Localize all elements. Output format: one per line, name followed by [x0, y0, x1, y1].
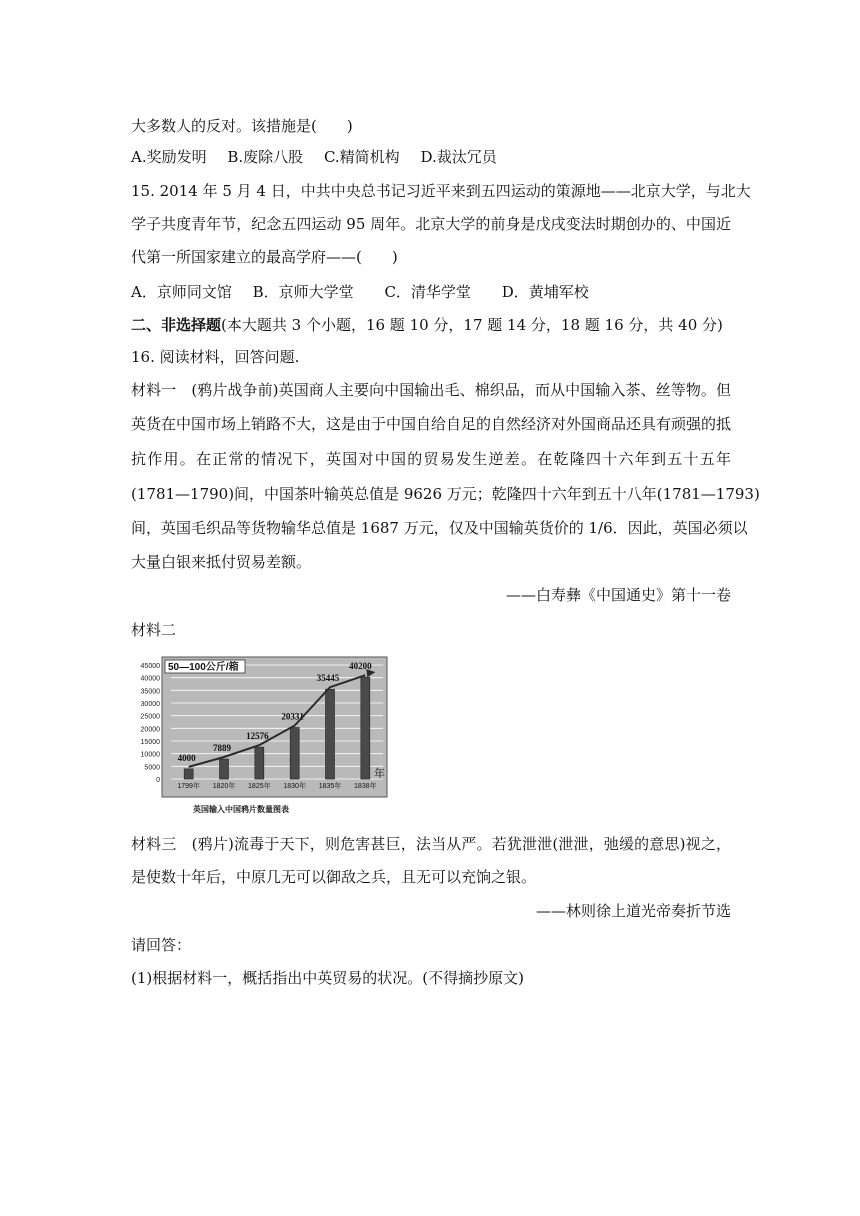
- q14-option-d: D.裁汰冗员: [420, 148, 497, 166]
- material1-line-2: 英货在中国市场上销路不大，这是由于中国自给自足的自然经济对外国商品还具有顽强的抵: [131, 415, 732, 433]
- q14-options: [131, 147, 731, 167]
- question-1: (1)根据材料一，概括指出中英贸易的状况。(不得摘抄原文): [131, 969, 524, 987]
- y-tick-label: 30000: [140, 701, 160, 708]
- x-axis-label: 年: [374, 767, 385, 780]
- y-tick-label: 5000: [144, 764, 160, 772]
- q15-line-2: 学子共度青年节，纪念五四运动 95 周年。北京大学的前身是戊戌变法时期创办的、中国近: [131, 215, 731, 233]
- y-tick-label: 25000: [140, 713, 160, 721]
- answer-prompt: 请回答：: [131, 936, 192, 954]
- q15-option-b: B．京师大学堂: [252, 283, 354, 301]
- q15-option-d: D．黄埔军校: [501, 283, 589, 301]
- q15-options: [131, 282, 731, 302]
- y-tick-label: 0: [156, 777, 160, 784]
- material3-source: ——林则徐上道光帝奏折节选: [535, 902, 731, 920]
- bar: [326, 689, 335, 779]
- data-label: 40200: [349, 661, 372, 672]
- material3-line-2: 是使数十年后，中原几无可以御敌之兵，且无可以充饷之银。: [131, 868, 537, 886]
- bar: [255, 747, 264, 779]
- x-tick-label: 1825年: [248, 783, 271, 790]
- y-tick-label: 40000: [140, 675, 160, 683]
- bar: [220, 759, 229, 779]
- y-tick-label: 35000: [140, 688, 160, 696]
- material1-line-5: 间，英国毛织品等货物输华总值是 1687 万元，仅及中国输英货价的 1/6．因此，英国必须以: [131, 519, 748, 537]
- q16-intro: 16. 阅读材料，回答问题.: [131, 348, 300, 366]
- material1-line-3: 抗作用。在正常的情况下，英国对中国的贸易发生逆差。在乾隆四十六年到五十五年: [131, 450, 731, 468]
- data-label: 35445: [316, 673, 340, 684]
- data-label: 7889: [213, 743, 231, 754]
- unit-label: 50—100公斤/箱: [168, 662, 239, 673]
- x-tick-label: 1830年: [283, 783, 306, 790]
- material1-line-6: 大量白银来抵付贸易差额。: [131, 553, 312, 571]
- q15-line-1: 15. 2014 年 5 月 4 日，中共中央总书记习近平来到五四运动的策源地——北京大学，与北大: [131, 182, 751, 200]
- material3-line-1: 材料三 (鸦片)流毒于天下，则危害甚巨，法当从严。若犹泄泄(泄泄，弛缓的意思)视之，: [131, 835, 731, 853]
- y-tick-label: 15000: [140, 739, 160, 746]
- material1-line-4: (1781—1790)间，中国茶叶输英总值是 9626 万元；乾隆四十六年到五十八年(1781—1793): [131, 485, 760, 503]
- data-label: 12576: [246, 731, 269, 742]
- section-2-title: 二、非选择题: [131, 316, 222, 334]
- q15-option-a: A．京师同文馆: [131, 283, 232, 301]
- material1-source: ——白寿彝《中国通史》第十一卷: [505, 586, 731, 604]
- q15-option-c: C．清华学堂: [384, 283, 471, 301]
- y-tick-label: 45000: [140, 663, 160, 670]
- chart-svg: [131, 655, 389, 820]
- q14-option-a: A.奖励发明: [131, 148, 207, 166]
- material1-line-1: 材料一 (鸦片战争前)英国商人主要向中国输出毛、棉织品，而从中国输入茶、丝等物。但: [131, 381, 731, 399]
- q14-option-b: B.废除八股: [227, 148, 304, 166]
- y-tick-label: 20000: [140, 726, 160, 734]
- q14-stem-tail: 大多数人的反对。该措施是( ): [131, 117, 353, 135]
- section-2-desc: (本大题共 3 个小题，16 题 10 分，17 题 14 分，18 题 16 分，共 40 分): [221, 316, 723, 334]
- data-label: 20331: [281, 711, 304, 722]
- x-tick-label: 1835年: [318, 783, 342, 790]
- chart-title: 英国输入中国鸦片数量图表: [193, 805, 289, 814]
- y-tick-label: 10000: [140, 751, 160, 759]
- opium-import-chart: [131, 655, 389, 820]
- x-tick-label: 1820年: [212, 783, 236, 790]
- material2-label: 材料二: [131, 621, 177, 639]
- bar: [361, 677, 370, 779]
- data-label: 4000: [177, 752, 196, 763]
- x-tick-label: 1838年: [354, 783, 377, 790]
- bar: [184, 769, 193, 779]
- bar: [290, 727, 299, 779]
- q15-line-3: 代第一所国家建立的最高学府——( ): [131, 248, 398, 266]
- section-2-heading: [131, 315, 731, 335]
- x-tick-label: 1799年: [177, 783, 200, 790]
- q14-option-c: C.精简机构: [323, 148, 400, 166]
